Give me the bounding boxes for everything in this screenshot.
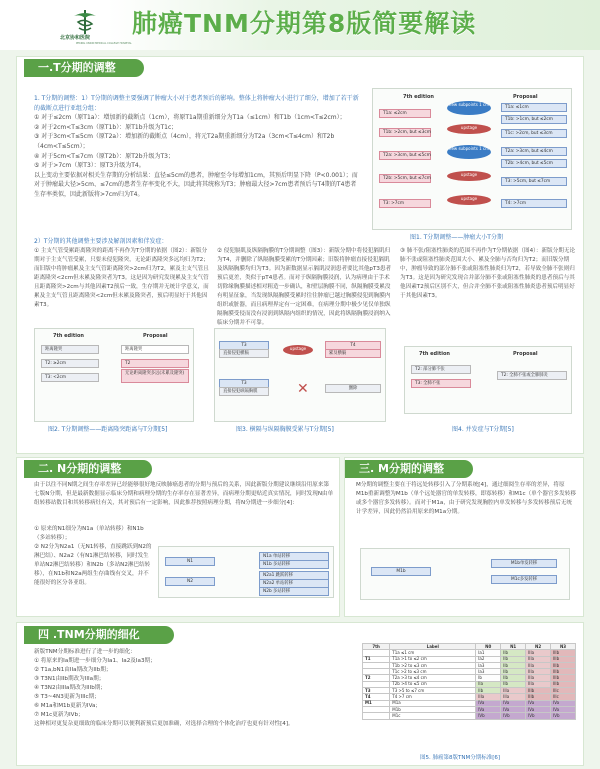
fig1-right-row: T2a: >3cm, but ≤4cm [501,147,567,156]
figure-n-stage [158,546,334,598]
tnm-item: ③ T3N1由IIb期改为IIIa期； [34,675,105,682]
fig-m-sub: M1c多发转移 [491,575,557,584]
fig4-right-row: T2: 全肺不张或全肺肺炎 [497,371,567,380]
tnm-table-body [363,650,576,719]
table-cell: Ib [476,675,501,681]
fig3-delete-mark: ✕ [297,381,309,397]
t-col2: ② 侵犯膈肌及纵隔胸膜的T分期调整（图3）：新版分期中将侵犯膈肌归为T4，并删除了纵隔胸膜受累的T分期因素；旧版将肿瘤直接侵犯膈肌及纵隔胸膜均归为T3。因为新数据显示膈肌浸润患者要比其他pT3患者预后更差，类似于pT4患者。而对于纵隔胸膜浸润，认为病理由于手术切除缘胸膜描述相对粗造一步确认，和壁层胸膜不同，纵隔胸膜受累没有明显征象，当发现纵隔胸膜受累时往往肿瘤已越过胸膜侵犯到胸膜内组织或脏器，而且病理界定有一定困难，在病理分期中极少见仅单独纵隔胸膜受侵而没有浸润到纵隔内组织的情况，因此将纵隔胸膜浸润纳入临床分期并不可靠。 [217,248,392,326]
t-col1: ① 主支气管受累距离隆突的距离不再作为T分期的依据（图2）：新版分期对于主支气管受累，只要未侵犯隆突，无论距离隆突多远均归为T2；而旧版中将肿瘤累及主支气管距离隆突>2cm归为T2，累及主支气管且距离隆突<2cm但未累及隆突者为T3。这是因为研究发现累及主支气管且距离隆突>2cm与其他因素T2预后一致，生存期并无统计学意义，而累及主支气管且距离隆突<2cm但未累及隆突者，预后明显好于其他因素T3。 [34,248,209,308]
table-cell: IIb [501,650,526,656]
table-cell: M1a [390,700,476,706]
t-item: ⑤ 对于>7cm（原T3）：原T3升级为T4。 [34,162,145,170]
fig1-left-row: T2b: >5cm, but ≤7cm [379,174,431,183]
table-cell: IIIb [551,650,576,656]
table-cell: T3 [363,688,390,694]
table-cell: T2b >4 to ≤5 cm [390,681,476,687]
table-cell: IVa [476,706,501,712]
fig1-right-row: T1a: ≤1cm [501,103,567,112]
fig3-right-stage: T4 [325,341,381,350]
table-cell: T2a >3 to ≤4 cm [390,675,476,681]
table-cell: IVb [501,713,526,719]
figure3-caption: 图3. 横隔与纵隔胸膜受累与T分期[5] [236,426,334,433]
fig2-right-row: T2 [121,359,189,368]
t-other-heading: 2）T分期的其他调整主要涉及解剖因素和伴发症： [34,238,168,245]
figure4-atelectasis [404,346,572,414]
figure4-caption: 图4. 并发症与T分期[5] [452,426,514,433]
section3-heading: 三. M分期的调整 [345,460,473,478]
table-cell: IVa [501,706,526,712]
fig1-oval: new subpoints 1 cm [447,101,491,115]
figure-m-stage [360,548,570,600]
fig4-proposal: Proposal [513,351,538,357]
figure2-carina [34,328,194,422]
fig4-left-row: T2: 部分肺不张 [411,365,471,374]
fig3-left-stage: T3 [219,341,269,350]
table-cell: M1 [363,700,390,706]
t-intro: 1. T分期的调整：1）T分期的调整主要强调了肿瘤大小对于患者预后的影响。整体上将肿瘤大小进行了细分，增加了若干新的截断点进行亚组分组： [34,95,359,112]
table-cell: IIIa [526,662,551,668]
fig1-right-row: T1b: >1cm, but ≤2cm [501,115,567,124]
fig3-right-item: 累及横膈 [325,349,381,358]
table-cell: IIIc [551,688,576,694]
fig1-oval: upstage [447,171,491,181]
col-header: N1 [501,644,526,650]
t-col3: ③ 肺不张/阻塞性肺炎的范围不再作为T分期依据（图4）：新版分期无论肺不张或阻塞性肺炎范围大小、累及全肺与否均归为T2；而旧版分期中，肿瘤导致的部分肺不张或阻塞性肺炎归为T2，若导致全肺不张则归为T3。这是因为研究发现合并部分肺不张或阻塞性肺炎的患者预后与其他因素T2预后区别不大，但合并全肺不张或阻塞性肺炎患者预后明显好于其他因素T3。 [400,248,576,299]
fig1-proposal: Proposal [513,94,538,100]
tnm-table [362,643,576,720]
fig3-right-item: 删除 [325,384,381,393]
table-cell: IIIa [526,650,551,656]
table-cell: T4 >7 cm [390,694,476,700]
table-cell: T1a ≤1 cm [390,650,476,656]
page-title: 肺癌TNM分期第8版简要解读 [132,9,477,38]
fig3-left-item: 直接侵犯横膈 [219,349,269,358]
table-cell: T1c >2 to ≤3 cm [390,669,476,675]
fig4-edition7: 7th edition [419,351,450,357]
fig3-left-item: 直接侵犯纵隔胸膜 [219,387,269,396]
t-item: ① 对于≤2cm（原T1a）：增加新的截断点（1cm），将原T1a期重新细分为T1a（≤1cm）和T1b（1cm<T≤2cm）； [34,114,346,122]
table-cell: IVb [526,713,551,719]
logo-subtext: PEKING UNION MEDICAL COLLEGE HOSPITAL [76,42,132,45]
fig-n-sub: N2a2 单站转移 [259,579,329,588]
t-stage-text [34,94,362,200]
fig-n-sub: N2a1 跳跃转移 [259,571,329,580]
section4-heading: 四 .TNM分期的细化 [24,626,174,644]
table-cell: IIIb [551,669,576,675]
n-items [34,525,152,588]
section2-heading: 二. N分期的调整 [24,460,152,478]
col-header: Label [390,644,476,650]
table-cell: IIIa [501,688,526,694]
table-cell: Ia1 [476,650,501,656]
table-cell: M1b [390,706,476,712]
tnm-item: ① 将原来的Ia期进一步细分为Ia1、Ia2及Ia3期； [34,657,156,664]
tnm-item: ④ T3N2由IIIa期改为IIIb期； [34,684,106,691]
figure1-caption: 图1. T分期调整——肿瘤大小T分期 [410,234,503,241]
figure1-t-size [372,88,572,230]
fig1-right-row: T2b: >4cm, but ≤5cm [501,159,567,168]
table-cell: IIb [501,675,526,681]
t-item: ③ 对于3cm<T≤5cm（原T2a）：增加新的截断点（4cm），将元T2a期重新细分为T2a（3cm<T≤4cm）和T2b（4cm<T≤5cm）； [34,133,335,150]
logo-text: 北京协和医院 [60,35,91,41]
t-item: ④ 对于5cm<T≤7cm（原T2b）：原T2b升级为T3； [34,152,174,160]
tnm-item: ⑤ T3~4N3更新为IIIc期； [34,693,100,700]
fig3-upstage-oval: upstage [283,345,313,355]
fig1-right-row: T3: >5cm, but ≤7cm [501,177,567,186]
fig1-edition7: 7th edition [403,94,434,100]
table-cell: Ia3 [476,669,501,675]
fig2-left-row: T3: <2cm [41,373,99,382]
fig1-oval: upstage [447,124,491,134]
fig-n1-box: N1 [165,557,215,566]
col-header: N2 [526,644,551,650]
col-header: N3 [551,644,576,650]
table-cell: IIb [501,681,526,687]
fig1-left-row: T3: >7cm [379,199,431,208]
table-cell: IIa [476,681,501,687]
tnm-item: ⑥ M1a和M1b更新为IVa； [34,702,101,709]
caduceus-icon [70,8,100,36]
table-cell: IVa [551,700,576,706]
table-cell: Ia3 [476,662,501,668]
col-header: 7th [363,644,390,650]
table-cell: IIIb [551,681,576,687]
table-cell: T4 [363,694,390,700]
fig4-left-row: T3: 全肺不张 [411,379,471,388]
table-cell: IVa [501,700,526,706]
fig1-right-row: T4: >7cm [501,199,567,208]
tnm-intro: 新版TNM分期标准进行了进一步的细化： [34,649,136,655]
figure2-caption: 图2. T分期调整——距离隆突距离与T分期[5] [48,426,168,433]
table-cell: T2 [363,675,390,681]
fig1-left-row: T1b: >2cm, but ≤3cm [379,128,431,137]
table-cell: T1b >2 to ≤3 cm [390,662,476,668]
table-cell: IIIb [526,688,551,694]
table-cell: IVa [526,700,551,706]
fig1-left-row: T2a: >3cm, but ≤5cm [379,151,431,160]
fig-n-sub: N1b 多站转移 [259,560,329,569]
table-cell: T1a >1 to ≤2 cm [390,656,476,662]
fig2-edition7: 7th edition [53,333,84,339]
fig2-right-row: 无论距离隆突多远(未累及隆突) [121,369,189,383]
fig1-oval: new subpoints 1 cm [447,145,491,159]
table-cell: T3 >5 to ≤7 cm [390,688,476,694]
col-header: N0 [476,644,501,650]
table-cell: IVa [476,700,501,706]
table-cell [363,713,390,719]
section1-heading: 一.T分期的调整 [24,59,144,77]
table-cell: IIIb [526,694,551,700]
page-header [0,0,600,50]
n-intro: 由于以往不同N期之间生存率差异已经能够很好地反映肺癌患者的分期与预后的关系，因此新版分期建议继续沿用原来第七版N分期，但是最新数据显示临床分期和病理分期的生存率存在显著差异，而病理分期更贴近真实情况，同时发现N由单组转移站数目和其转移病灶有关，其对预后有一定影响，因此推荐按照病理分期，将N分期进一步细分[4]： [34,482,334,506]
table-cell: IIIa [526,656,551,662]
n-item: ① 原来的N1细分为N1a（单站转移）和N1b（多站转移）； [34,526,144,541]
table-row [363,713,576,719]
table-cell: IIIb [551,662,576,668]
hospital-logo [58,8,132,46]
tnm-text [34,648,354,728]
fig-n-sub: N2b 多站转移 [259,587,329,596]
table-cell: IIIa [526,675,551,681]
table-cell: IIIb [551,675,576,681]
fig1-oval: upstage [447,195,491,205]
table-cell: IIb [501,662,526,668]
table-cell: Ia2 [476,656,501,662]
table-cell: IIIa [476,694,501,700]
tnm-item: ⑦ M1c更新为IVb； [34,711,84,718]
t-item: ② 对于2cm<T≤3cm（原T1b）：原T1b升级为T1c； [34,123,178,131]
table-cell: IIIa [526,681,551,687]
table-cell: IIb [476,688,501,694]
table-cell: IIIa [526,669,551,675]
fig2-right-head: 距离隆突 [121,345,189,354]
fig3-left-stage: T3 [219,379,269,388]
figure3-diaphragm [214,328,386,422]
fig-m1b-box: M1b [371,567,431,576]
fig-n-sub: N1a 单站转移 [259,552,329,561]
fig1-left-row: T1a: ≤2cm [379,109,431,118]
n-item: ② N2分为N2a1（无N1转移，直接跳跃到N2的淋巴结）、N2a2（有N1淋巴结转移，同时发生单站N2淋巴结转移）和N2b（多站N2淋巴结转移），在N1b和N2a两组生存曲线有交叉，并不能很好的区分各亚组。 [34,543,152,586]
table-cell: M1c [390,713,476,719]
fig2-left-head: 距离隆突 [41,345,99,354]
t-note: 以上变动主要依据对相关生存期的分析结果：直径≤5cm的患者，肿瘤至今每增加1cm，其预后明显下降（P<0.001）；而对于肿瘤最大径>5cm、≤7cm的患者生存率变化不大，因此将其统称为T3；肿瘤最大径>7cm患者预后与T4期的T4患者生存率类似，因此新版将>7cm归为T4。 [34,171,358,198]
table-cell: IVa [526,706,551,712]
table-cell: IIIb [551,656,576,662]
table-cell: T1 [363,656,390,662]
table-caption: 图5. 肺癌第8版TNM分期标准[6] [420,755,501,761]
m-intro: M分期的调整主要在于将远处转移引入了分期系统[4]，通过细阅生存率的差异，将原M1b重新调整为M1b（单个远处器官的单发转移，即寡转移）和M1c（单个器官多发转移或多个器官多发转移）。而对于M1a，由于研究发现胸腔内单发转移与多发转移预后无统计学差异，因此仍然沿用原来的M1a分期。 [356,482,576,515]
table-cell: IIIa [501,694,526,700]
table-cell: IVa [551,706,576,712]
table-cell: IIb [501,669,526,675]
fig1-right-row: T1c: >2cm, but ≤3cm [501,129,567,138]
tnm-outro: 这种相对更复杂更细致的临床分期可以便利新预后更加准确，对选择合理的个体化治疗也更有针对性[4]。 [34,720,294,727]
fig2-left-row: T2: ≥2cm [41,359,99,368]
table-cell: IIb [501,656,526,662]
table-cell: IVb [476,713,501,719]
table-cell: IIIc [551,694,576,700]
fig-n2-box: N2 [165,577,215,586]
fig2-proposal: Proposal [143,333,168,339]
tnm-item: ② T1a,bN1由IIa期改为IIb期； [34,666,112,673]
table-cell: IVb [551,713,576,719]
fig-m-sub: M1b单发转移 [491,559,557,568]
